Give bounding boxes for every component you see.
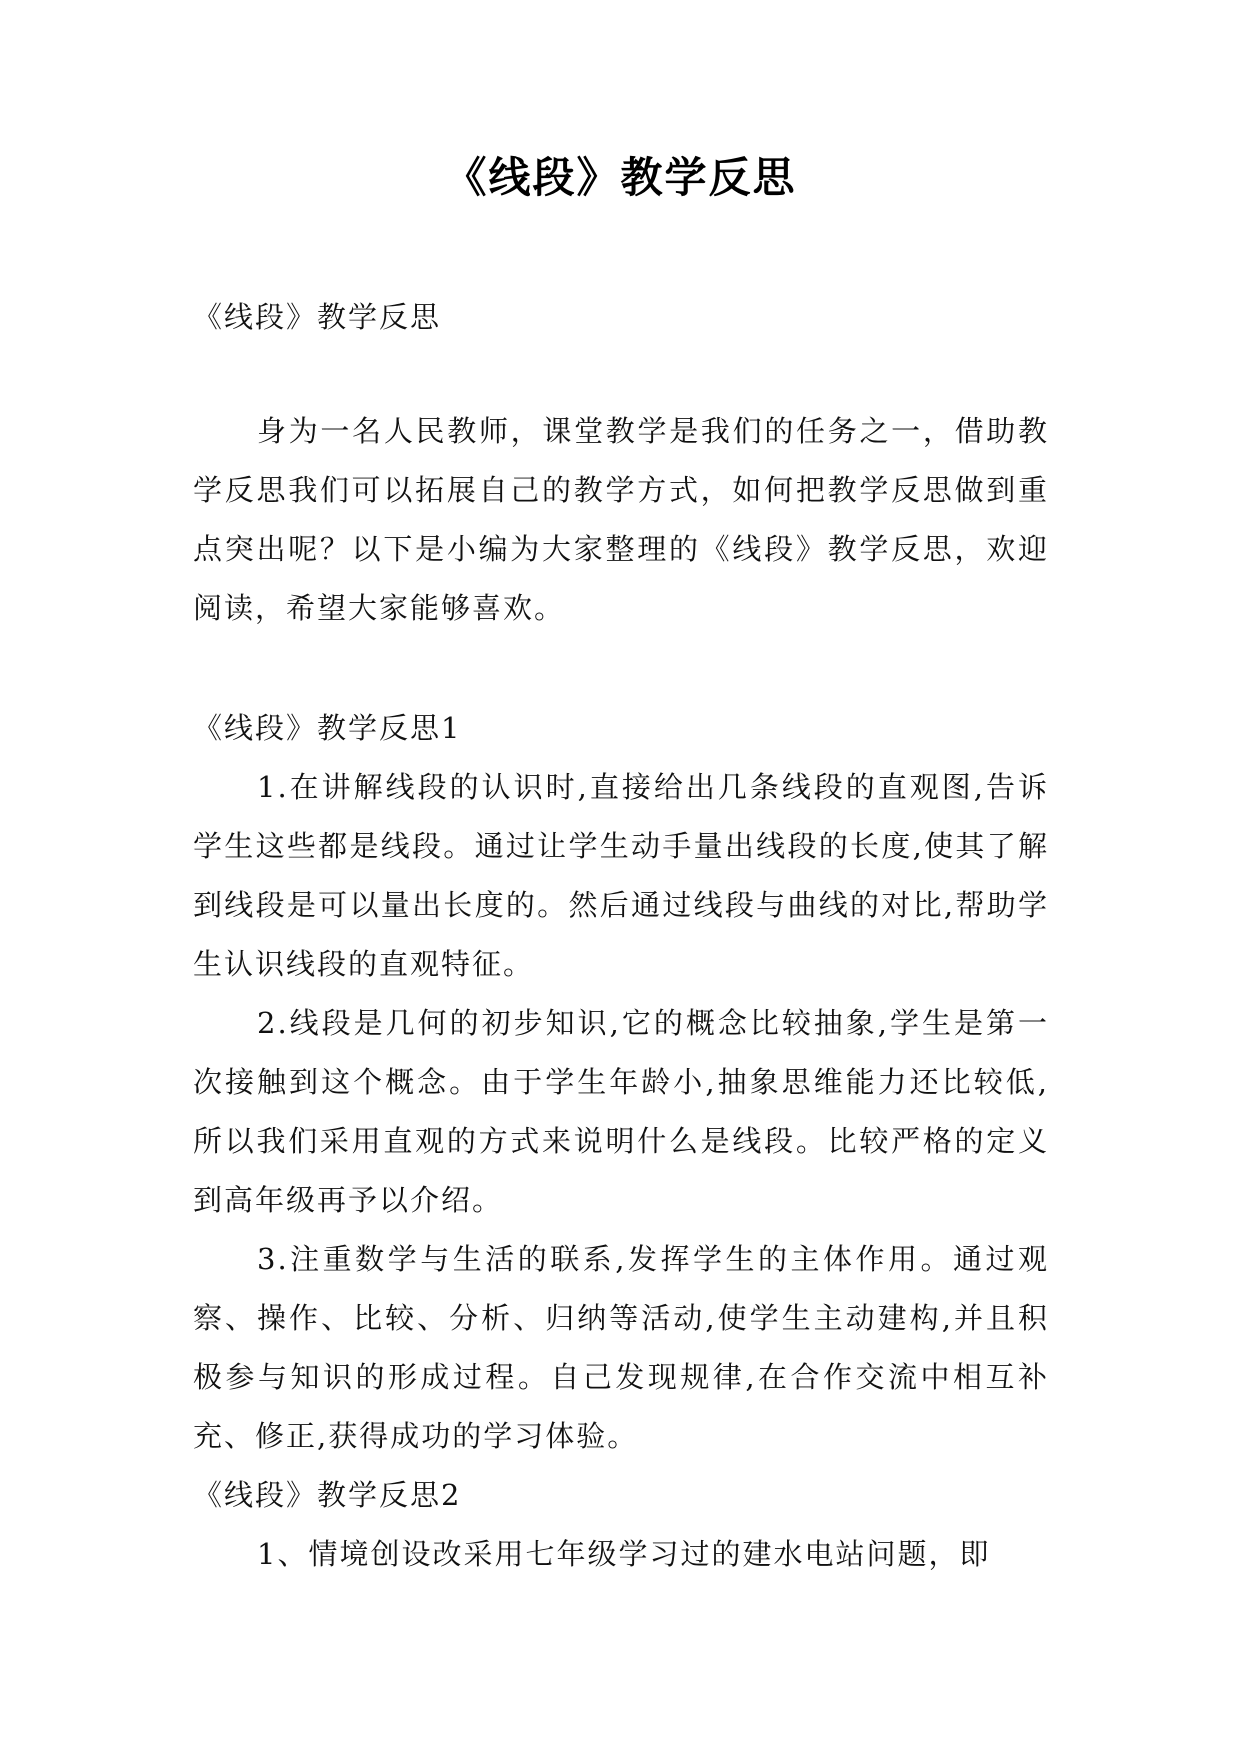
section1-paragraph-2: 2.线段是几何的初步知识,它的概念比较抽象,学生是第一次接触到这个概念。由于学生年龄小,抽象思维能力还比较低,所以我们采用直观的方式来说明什么是线段。比较严格的定义到高年级再予以介绍。 — [193, 1006, 1049, 1217]
section1-paragraph-3: 3.注重数学与生活的联系,发挥学生的主体作用。通过观察、操作、比较、分析、归纳等活动,使学生主动建构,并且积极参与知识的形成过程。自己发现规律,在合作交流中相互补充、修正,获得成功的学习体验。 — [193, 1242, 1049, 1453]
section-heading-2: 《线段》教学反思2 — [193, 1478, 462, 1512]
document-subtitle: 《线段》教学反思 — [193, 300, 442, 334]
section1-paragraph-1: 1.在讲解线段的认识时,直接给出几条线段的直观图,告诉学生这些都是线段。通过让学生动手量出线段的长度,使其了解到线段是可以量出长度的。然后通过线段与曲线的对比,帮助学生认识线段的直观特征。 — [193, 770, 1049, 981]
page-title: 《线段》教学反思 — [444, 153, 797, 202]
intro-paragraph: 身为一名人民教师，课堂教学是我们的任务之一，借助教学反思我们可以拓展自己的教学方式，如何把教学反思做到重点突出呢？以下是小编为大家整理的《线段》教学反思，欢迎阅读，希望大家能够喜欢。 — [193, 414, 1049, 625]
section-heading-1: 《线段》教学反思1 — [193, 711, 462, 745]
section2-paragraph-1: 1、情境创设改采用七年级学习过的建水电站问题，即 — [257, 1537, 991, 1571]
